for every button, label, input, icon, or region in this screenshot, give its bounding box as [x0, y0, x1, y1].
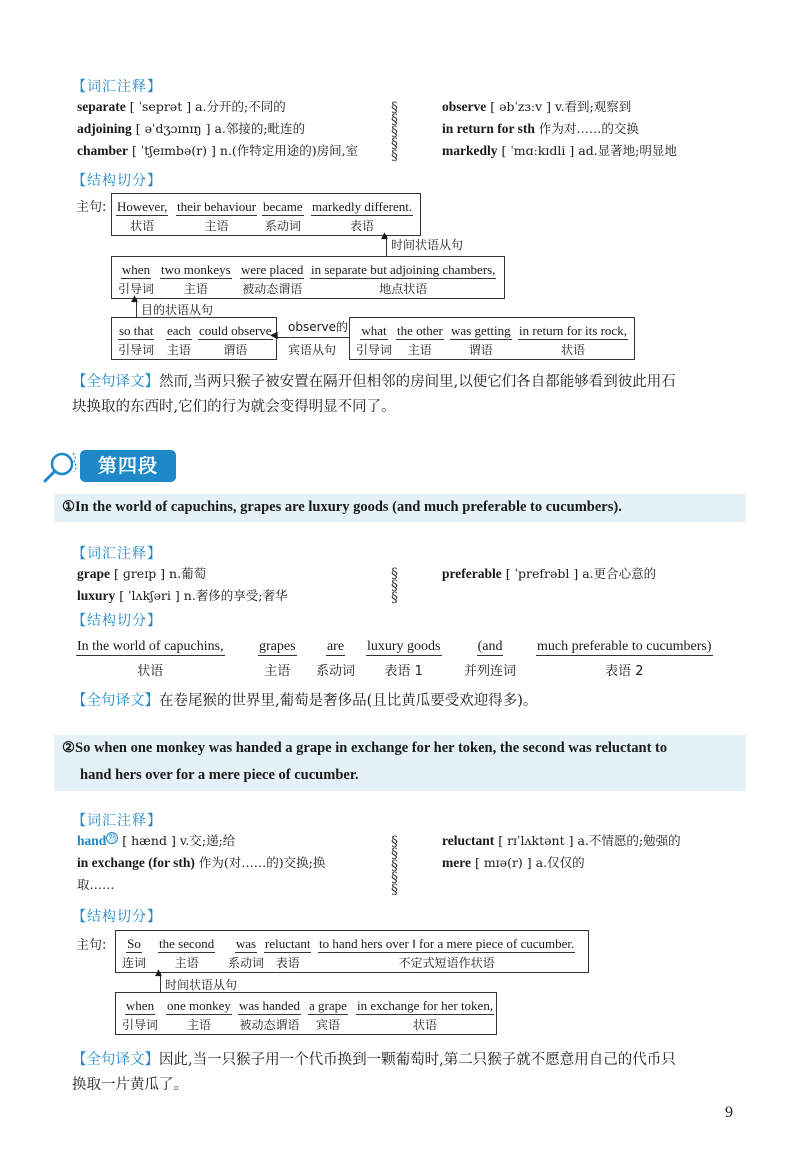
clause-segment: So 连词 — [122, 936, 147, 970]
arrow-up-icon: ▲ — [381, 231, 388, 241]
link-label: 宾语从句 — [288, 343, 337, 357]
translation-block: 【全句译文】在卷尾猴的世界里,葡萄是奢侈品(且比黄瓜要受欢迎得多)。 — [72, 693, 538, 709]
translation-header: 【全句译文】 — [72, 693, 159, 709]
main-clause-label: 主句: — [76, 938, 107, 953]
clause-segment: two monkeys 主语 — [161, 262, 231, 296]
vocab-list-right — [442, 563, 762, 585]
vocab-item: mere [ mɪə(r) ] a.仅仅的 — [442, 855, 585, 870]
sentence-2: ②So when one monkey was handed a grape in exchange for her token, the second was reluctant to hand hers over for a mere piece of cucumber. — [54, 735, 746, 791]
clause-segment: in exchange for her token, 状语 — [357, 998, 494, 1032]
main-clause-label: 主句: — [76, 200, 107, 215]
clause-segment: much preferable to cucumbers) 表语 2 — [537, 639, 712, 679]
clause-segment: so that 引导词 — [118, 323, 155, 357]
clause-type-label: 目的状语从句 — [141, 303, 214, 317]
vocab-list-left — [77, 563, 397, 607]
sentence-1-structure — [76, 635, 756, 679]
translation-block: 【全句译文】然而,当两只猴子被安置在隔开但相邻的房间里,以便它们各自都能够看到彼此用石 块换取的东西时,它们的行为就会变得明显不同了。 — [72, 374, 676, 415]
vocab-item: preferable [ ˈprefrəbl ] a.更合心意的 — [442, 566, 657, 581]
clause-segment: could observe 谓语 — [199, 323, 272, 357]
vocab-item: luxury [ ˈlʌkʃəri ] n.奢侈的享受;奢华 — [77, 588, 288, 603]
vocab-item: in return for sth 作为对……的交换 — [442, 121, 639, 136]
vocab-item: grape [ ɡreɪp ] n.葡萄 — [77, 566, 207, 581]
sentence-1: ①In the world of capuchins, grapes are luxury goods (and much preferable to cucumbers). — [54, 494, 746, 522]
clause-segment: (and 并列连词 — [464, 639, 517, 679]
wavy-divider: § § § — [391, 566, 398, 606]
clause-segment: the other 主语 — [397, 323, 443, 357]
vocab-item: reluctant [ rɪˈlʌktənt ] a.不情愿的;勉强的 — [442, 833, 681, 848]
clause-type-label: 时间状语从句 — [391, 238, 464, 252]
clause-segment: one monkey 主语 — [167, 998, 231, 1032]
clause-segment: was getting 谓语 — [451, 323, 511, 357]
vocab-item: observe [ əbˈzɜːv ] v.看到;观察到 — [442, 99, 632, 114]
arrow-up-icon: ▲ — [131, 294, 138, 304]
clause-segment: luxury goods 表语 1 — [367, 639, 441, 679]
vocab-item: adjoining [ əˈdʒɔɪnɪŋ ] a.邻接的;毗连的 — [77, 121, 306, 136]
main-clause-box — [111, 193, 421, 236]
clause-segment: was handed 被动态谓语 — [239, 998, 301, 1032]
time-clause-box — [111, 256, 505, 299]
vocab-item: in exchange (for sth) 作为(对……的)交换;换 — [77, 855, 326, 870]
structure-header: 【结构切分】 — [72, 613, 162, 629]
clause-segment: when 引导词 — [122, 998, 159, 1032]
arrow-left-icon: ◀ — [270, 330, 278, 341]
structure-header: 【结构切分】 — [72, 909, 162, 925]
magnifier-icon — [40, 450, 80, 490]
vocab-item: hand $^熟$ [ hænd ] v.交;递;给 — [77, 832, 236, 848]
clause-segment: became 系动词 — [263, 199, 303, 233]
clause-segment: when 引导词 — [118, 262, 155, 296]
clause-segment: their behaviour 主语 — [177, 199, 257, 233]
section-title: 第四段 — [80, 450, 176, 482]
clause-segment: the second 主语 — [159, 936, 215, 970]
structure-header: 【结构切分】 — [72, 173, 162, 189]
clause-segment: were placed 被动态谓语 — [241, 262, 304, 296]
vocab-header: 【词汇注释】 — [72, 813, 162, 829]
vocab-item: markedly [ ˈmɑːkɪdli ] ad.显著地;明显地 — [442, 143, 677, 158]
translation-header: 【全句译文】 — [72, 1052, 159, 1068]
vocab-item-continued: 取…… — [77, 877, 115, 892]
link-label: observe的 — [288, 320, 349, 334]
clause-segment: reluctant 表语 — [265, 936, 311, 970]
link-line — [275, 337, 349, 338]
translation-block: 【全句译文】因此,当一只猴子用一个代币换到一颗葡萄时,第二只猴子就不愿意用自己的代币只 换取一片黄瓜了。 — [72, 1052, 676, 1093]
clause-segment: in separate but adjoining chambers, 地点状语 — [311, 262, 496, 296]
vocab-header: 【词汇注释】 — [72, 546, 162, 562]
clause-segment: a grape 宾语 — [309, 998, 347, 1032]
clause-segment: In the world of capuchins, 状语 — [77, 639, 224, 679]
clause-segment: in return for its rock, 状语 — [519, 323, 627, 357]
clause-segment: markedly different. 表语 — [312, 199, 413, 233]
clause-segment: However, 状语 — [117, 199, 168, 233]
clause-segment: was 系动词 — [228, 936, 265, 970]
vocab-header: 【词汇注释】 — [72, 79, 162, 95]
familiar-word-badge: 熟 — [108, 832, 117, 842]
clause-type-label: 时间状语从句 — [165, 978, 238, 992]
main-clause-box — [115, 930, 589, 973]
wavy-divider: § § § § § — [391, 100, 398, 164]
vocab-list-right — [442, 96, 762, 162]
vocab-list-right — [442, 830, 762, 874]
clause-segment: each 主语 — [166, 323, 191, 357]
clause-segment: grapes 主语 — [259, 639, 296, 679]
vocab-list-left — [77, 96, 397, 162]
vocab-list-left — [77, 830, 397, 896]
translation-header: 【全句译文】 — [72, 374, 159, 390]
wavy-divider: § § § § § — [391, 834, 398, 898]
clause-segment: to hand hers over ‖ for a mere piece of cucumber. 不定式短语作状语 — [319, 936, 575, 970]
time-clause-box — [115, 992, 497, 1035]
page-number: 9 — [725, 1104, 733, 1121]
vocab-item: separate [ ˈseprət ] a.分开的;不同的 — [77, 99, 286, 114]
arrow-up-icon: ▲ — [155, 968, 162, 978]
purpose-clause-box — [111, 317, 277, 360]
object-clause-box — [349, 317, 635, 360]
clause-segment: what 引导词 — [356, 323, 393, 357]
vocab-item: chamber [ ˈtʃeɪmbə(r) ] n.(作特定用途的)房间,室 — [77, 143, 359, 158]
clause-segment: are 系动词 — [316, 639, 356, 679]
